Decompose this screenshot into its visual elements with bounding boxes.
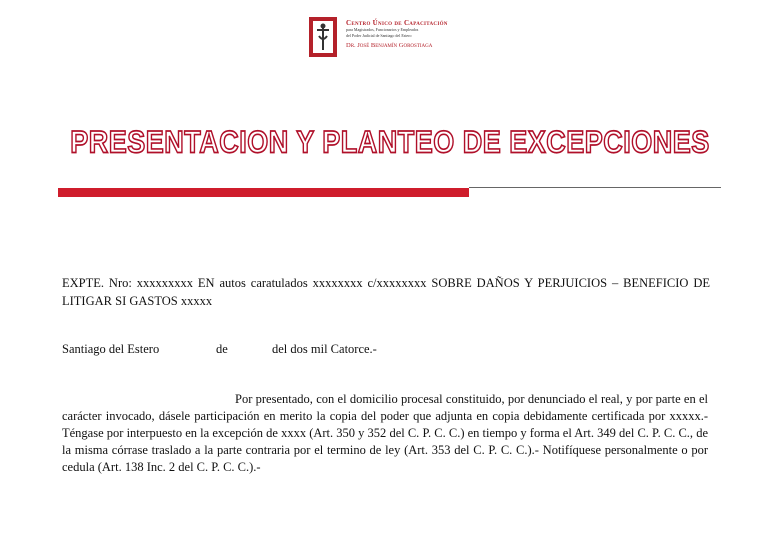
case-reference: EXPTE. Nro: xxxxxxxxx EN autos caratulados xxxxxxxx c/xxxxxxxx SOBRE DAÑOS Y PERJUICIOS – BENEFICIO DE LITIGAR SI GASTOS xxxxx xyxy=(62,276,710,308)
title-divider-red xyxy=(58,188,469,197)
place-year: del dos mil Catorce.- xyxy=(272,342,377,356)
logo-line-1: Centro Único de Capacitación xyxy=(346,19,448,27)
resolution-paragraph xyxy=(62,391,708,476)
logo-line-4: Dr. José Benjamín Gorostiaga xyxy=(346,42,433,49)
document-title: PRESENTACION Y PLANTEO DE EXCEPCIONES xyxy=(70,124,710,160)
place-city: Santiago del Estero xyxy=(62,342,160,356)
coat-of-arms-icon xyxy=(308,16,338,58)
place-de: de xyxy=(216,342,228,356)
logo-line-3: del Poder Judicial de Santiago del Estero xyxy=(346,33,412,38)
title-divider-line xyxy=(469,187,721,188)
institution-logo xyxy=(308,16,483,60)
resolution-text: Por presentado, con el domicilio procesal constituido, por denunciado el real, y por parte en el carácter invocado, dásele participación en merito la copia del poder que adjunta en copia debidamente certificada por xxxxx.- Téngase por interpuesto en la excepción de xxxx (Art. 350 y 352 del C. P. C. C.) en tiempo y forma el Art. 349 del C. P. C. C., de la misma córrase traslado a la parte contraria por el termino de ley (Art. 353 del C. P. C. C.).- Notifíquese personalmente o por cedula (Art. 138 Inc. 2 del C. P. C. C.).- xyxy=(62,392,708,474)
logo-line-2: para Magistrados, Funcionarios y Empleados xyxy=(346,27,419,32)
